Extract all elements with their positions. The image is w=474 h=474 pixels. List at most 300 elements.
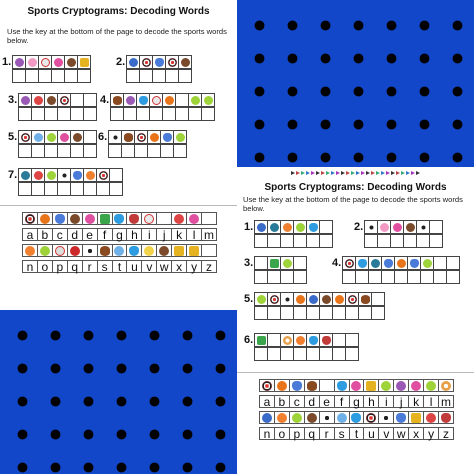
triangle-border <box>237 171 474 175</box>
triangle-mark <box>296 171 300 175</box>
trophy-icon <box>189 246 199 256</box>
key-letter <box>112 260 128 273</box>
pompom-icon <box>411 381 421 391</box>
answer-box[interactable] <box>31 144 45 158</box>
puzzle-clue-row <box>254 292 384 305</box>
target-icon <box>262 381 272 391</box>
answer-box[interactable] <box>126 69 140 83</box>
key-letter <box>334 395 350 408</box>
answer-box[interactable] <box>280 270 294 284</box>
answer-box[interactable] <box>342 270 356 284</box>
key-letter <box>378 427 394 440</box>
baseball-icon <box>144 214 154 224</box>
key-letter-row <box>259 395 453 407</box>
clue-cell <box>12 55 26 69</box>
racket-icon <box>163 133 172 142</box>
clue-cell <box>267 333 281 347</box>
puzzle-number: 1. <box>2 56 12 68</box>
shuttlecock-icon <box>337 413 347 423</box>
clue-cell <box>355 256 369 270</box>
flag-icon <box>270 259 279 268</box>
racket-icon <box>292 381 302 391</box>
answer-box[interactable] <box>44 182 58 196</box>
puzzle-answer-row <box>12 69 90 82</box>
clue-cell <box>165 55 179 69</box>
key-letter-label: u <box>368 426 375 441</box>
triangle-mark <box>371 171 375 175</box>
answer-box[interactable] <box>51 69 65 83</box>
basketball-icon <box>335 295 344 304</box>
answer-box[interactable] <box>136 107 150 121</box>
answer-box[interactable] <box>306 347 320 361</box>
answer-box[interactable] <box>134 144 148 158</box>
key-letter-label: x <box>413 426 420 441</box>
answer-box[interactable] <box>407 270 421 284</box>
answer-box[interactable] <box>70 107 84 121</box>
key-letter-label: k <box>413 394 420 409</box>
answer-box[interactable] <box>83 144 97 158</box>
key-letter-label: e <box>86 227 93 242</box>
skate-icon <box>114 214 124 224</box>
answer-box[interactable] <box>165 69 179 83</box>
triangle-mark <box>291 171 295 175</box>
answer-box[interactable] <box>293 306 307 320</box>
clue-cell <box>38 55 52 69</box>
answer-box[interactable] <box>254 347 268 361</box>
answer-box[interactable] <box>83 107 97 121</box>
answer-box[interactable] <box>358 306 372 320</box>
answer-box[interactable] <box>64 69 78 83</box>
dancer-icon <box>126 96 135 105</box>
triangle-mark <box>361 171 365 175</box>
skate-icon <box>358 259 367 268</box>
blank-icon <box>159 214 169 224</box>
key-letter <box>201 260 217 273</box>
answer-box[interactable] <box>420 270 434 284</box>
tennisball-icon <box>257 295 266 304</box>
answer-box[interactable] <box>306 306 320 320</box>
key-letter-label: g <box>353 394 360 409</box>
answer-box[interactable] <box>319 234 333 248</box>
target-icon <box>60 96 69 105</box>
triangle-mark <box>326 171 330 175</box>
soccer-icon <box>85 246 95 256</box>
key-letter-label: m <box>204 227 215 242</box>
key-letter <box>37 260 53 273</box>
answer-box[interactable] <box>149 107 163 121</box>
key-icon-cell <box>438 379 454 392</box>
key-letter <box>52 228 68 241</box>
puzzle-clue-row <box>364 220 442 233</box>
clue-cell <box>109 168 123 182</box>
key-letter-label: m <box>441 394 452 409</box>
key-letter <box>141 228 157 241</box>
answer-box[interactable] <box>57 144 71 158</box>
puzzle-clue-row <box>126 55 191 68</box>
puzzle-clue-row <box>254 256 306 269</box>
key-icon-cell <box>126 244 142 257</box>
clue-cell <box>83 93 97 107</box>
blank-icon <box>374 295 383 304</box>
pompom-icon <box>54 58 63 67</box>
key-letter <box>319 427 335 440</box>
key-letter <box>423 427 439 440</box>
answer-box[interactable] <box>31 107 45 121</box>
football-icon <box>113 96 122 105</box>
horse-rider-icon <box>181 58 190 67</box>
answer-box[interactable] <box>345 306 359 320</box>
blue-dot-pattern <box>0 310 237 474</box>
clue-cell <box>31 130 45 144</box>
soccer-icon <box>283 295 292 304</box>
clue-cell <box>254 333 268 347</box>
answer-box[interactable] <box>77 69 91 83</box>
puzzle-clue-row <box>18 130 96 143</box>
triangle-mark <box>341 171 345 175</box>
key-icon-row <box>259 379 453 391</box>
puzzle-number: 6. <box>98 131 108 143</box>
key-icon-cell <box>171 212 187 225</box>
answer-box[interactable] <box>12 69 26 83</box>
pink-ribbon-icon <box>380 223 389 232</box>
answer-box[interactable] <box>175 107 189 121</box>
answer-box[interactable] <box>332 347 346 361</box>
key-letter-label: n <box>263 426 271 441</box>
puzzle-answer-row <box>364 234 442 247</box>
answer-box[interactable] <box>173 144 187 158</box>
answer-box[interactable] <box>254 270 268 284</box>
key-icon-cell <box>408 379 424 392</box>
clue-cell <box>51 55 65 69</box>
football-icon <box>361 295 370 304</box>
pompom-icon <box>60 133 69 142</box>
answer-box[interactable] <box>109 182 123 196</box>
clue-cell <box>377 220 391 234</box>
clue-cell <box>358 292 372 306</box>
key-icon-cell <box>438 411 454 424</box>
target-icon <box>21 133 30 142</box>
key-icon-cell <box>304 379 320 392</box>
blank-icon <box>335 336 344 345</box>
clue-cell <box>416 220 430 234</box>
clue-cell <box>57 168 71 182</box>
blank-icon <box>322 223 331 232</box>
key-letter <box>363 427 379 440</box>
blank-icon <box>449 259 458 268</box>
key-letter <box>201 228 217 241</box>
key-icon-cell <box>201 244 217 257</box>
clue-cell <box>175 93 189 107</box>
blank-icon <box>436 259 445 268</box>
flag-icon <box>257 336 266 345</box>
key-letter-label: h <box>131 227 138 242</box>
key-icon-cell <box>363 411 379 424</box>
clue-cell <box>178 55 192 69</box>
key-icon-cell <box>37 244 53 257</box>
puzzle-answer-row <box>110 107 214 120</box>
key-letter <box>334 427 350 440</box>
target-icon <box>270 295 279 304</box>
clue-cell <box>123 93 137 107</box>
key-icon-row <box>22 212 216 224</box>
triangle-mark <box>411 171 415 175</box>
tennisball-icon <box>292 413 302 423</box>
answer-box[interactable] <box>267 347 281 361</box>
answer-box[interactable] <box>57 182 71 196</box>
golfball-icon <box>55 246 65 256</box>
puzzle-clue-row <box>254 220 332 233</box>
tennisball-icon <box>423 259 432 268</box>
horse-rider-icon <box>406 223 415 232</box>
key-letter <box>408 427 424 440</box>
key-letter-label: q <box>308 426 316 441</box>
football-icon <box>124 133 133 142</box>
clue-cell <box>390 220 404 234</box>
answer-box[interactable] <box>381 270 395 284</box>
answer-box[interactable] <box>293 270 307 284</box>
key-section-a <box>0 200 237 310</box>
tennisball-icon <box>426 381 436 391</box>
answer-box[interactable] <box>18 144 32 158</box>
clue-cell <box>332 292 346 306</box>
key-letter-label: a <box>26 227 34 242</box>
answer-box[interactable] <box>345 347 359 361</box>
skate-icon <box>129 246 139 256</box>
answer-box[interactable] <box>31 182 45 196</box>
answer-box[interactable] <box>96 182 110 196</box>
basketball-hoop-icon <box>25 246 35 256</box>
flag-icon <box>100 214 110 224</box>
blank-icon <box>270 336 279 345</box>
hoop-icon <box>112 171 121 180</box>
clue-cell <box>254 256 268 270</box>
answer-box[interactable] <box>377 234 391 248</box>
puzzle-clue-row <box>12 55 90 68</box>
answer-box[interactable] <box>110 107 124 121</box>
clue-cell <box>254 220 268 234</box>
answer-box[interactable] <box>433 270 447 284</box>
triangle-mark <box>366 171 370 175</box>
answer-box[interactable] <box>267 306 281 320</box>
answer-box[interactable] <box>70 182 84 196</box>
answer-box[interactable] <box>70 144 84 158</box>
key-letter-label: p <box>293 426 301 441</box>
clue-cell <box>280 256 294 270</box>
answer-box[interactable] <box>57 107 71 121</box>
key-icon-cell <box>423 411 439 424</box>
answer-box[interactable] <box>254 306 268 320</box>
puzzle-number: 7. <box>8 169 18 181</box>
clue-cell <box>306 333 320 347</box>
target-icon <box>25 214 35 224</box>
answer-box[interactable] <box>280 306 294 320</box>
puzzle-answer-row <box>18 107 96 120</box>
answer-box[interactable] <box>25 69 39 83</box>
answer-box[interactable] <box>293 234 307 248</box>
answer-box[interactable] <box>18 107 32 121</box>
triangle-mark <box>311 171 315 175</box>
divider <box>237 372 474 373</box>
trophy-icon <box>174 246 184 256</box>
key-icon-cell <box>22 212 38 225</box>
clue-cell <box>44 168 58 182</box>
answer-box[interactable] <box>201 107 215 121</box>
clue-cell <box>64 55 78 69</box>
answer-box[interactable] <box>44 107 58 121</box>
puzzle-number: 2. <box>116 56 126 68</box>
answer-box[interactable] <box>254 234 268 248</box>
clue-cell <box>18 168 32 182</box>
key-letter-label: h <box>368 394 375 409</box>
key-letter-label: f <box>102 227 107 242</box>
answer-box[interactable] <box>429 234 443 248</box>
clue-cell <box>121 130 135 144</box>
pompom-icon <box>189 214 199 224</box>
key-letter <box>22 260 38 273</box>
answer-box[interactable] <box>319 347 333 361</box>
clue-cell <box>306 292 320 306</box>
puzzle-number: 6. <box>244 334 254 346</box>
answer-box[interactable] <box>280 347 294 361</box>
clue-cell <box>319 220 333 234</box>
key-icon-cell <box>82 212 98 225</box>
skate-icon <box>309 223 318 232</box>
key-icon-cell <box>259 411 275 424</box>
answer-box[interactable] <box>306 234 320 248</box>
key-letter <box>82 260 98 273</box>
key-icon-cell <box>408 411 424 424</box>
answer-box[interactable] <box>390 234 404 248</box>
key-icon-cell <box>274 411 290 424</box>
answer-box[interactable] <box>446 270 460 284</box>
puzzle-number: 3. <box>244 257 254 269</box>
answer-box[interactable] <box>162 107 176 121</box>
answer-box[interactable] <box>121 144 135 158</box>
triangle-mark <box>336 171 340 175</box>
answer-box[interactable] <box>394 270 408 284</box>
key-icon-cell <box>126 212 142 225</box>
answer-box[interactable] <box>108 144 122 158</box>
answer-box[interactable] <box>332 306 346 320</box>
key-letter-label: e <box>323 394 330 409</box>
key-letter <box>186 228 202 241</box>
answer-box[interactable] <box>267 270 281 284</box>
key-letter <box>304 427 320 440</box>
clue-cell <box>96 168 110 182</box>
key-letter <box>274 395 290 408</box>
triangle-mark <box>406 171 410 175</box>
answer-box[interactable] <box>178 69 192 83</box>
key-letter-label: w <box>159 259 169 274</box>
clue-cell <box>110 93 124 107</box>
answer-box[interactable] <box>147 144 161 158</box>
clue-cell <box>267 220 281 234</box>
answer-box[interactable] <box>371 306 385 320</box>
key-letter <box>52 260 68 273</box>
puzzle-answer-row <box>254 306 384 319</box>
clue-cell <box>280 292 294 306</box>
answer-box[interactable] <box>280 234 294 248</box>
answer-box[interactable] <box>139 69 153 83</box>
key-icon-row <box>259 411 453 423</box>
clue-cell <box>70 93 84 107</box>
answer-box[interactable] <box>319 306 333 320</box>
horse-rider-icon <box>67 58 76 67</box>
answer-box[interactable] <box>44 144 58 158</box>
clue-cell <box>83 168 97 182</box>
tennisball-icon <box>40 246 50 256</box>
key-letter <box>97 228 113 241</box>
answer-box[interactable] <box>364 234 378 248</box>
answer-box[interactable] <box>188 107 202 121</box>
clue-cell <box>368 256 382 270</box>
key-icon-cell <box>393 379 409 392</box>
key-letter-label: b <box>278 394 286 409</box>
answer-box[interactable] <box>152 69 166 83</box>
key-letter-row <box>22 228 216 240</box>
answer-box[interactable] <box>83 182 97 196</box>
key-icon-cell <box>259 379 275 392</box>
clue-cell <box>306 220 320 234</box>
answer-box[interactable] <box>38 69 52 83</box>
basketball-icon <box>150 133 159 142</box>
answer-box[interactable] <box>160 144 174 158</box>
key-icon-cell <box>67 244 83 257</box>
key-icon-cell <box>141 244 157 257</box>
puzzle-answer-row <box>126 69 191 82</box>
basketball-icon <box>296 295 305 304</box>
puzzle-answer-row <box>254 270 306 283</box>
key-icon-cell <box>289 379 305 392</box>
answer-box[interactable] <box>267 234 281 248</box>
triangle-mark <box>396 171 400 175</box>
key-letter <box>126 260 142 273</box>
soccer-icon <box>111 133 120 142</box>
key-letter <box>259 427 275 440</box>
target-icon <box>99 171 108 180</box>
key-letter-label: s <box>338 426 345 441</box>
clue-cell <box>407 256 421 270</box>
answer-box[interactable] <box>123 107 137 121</box>
pink-ribbon-icon <box>28 58 37 67</box>
skier-icon <box>129 58 138 67</box>
triangle-mark <box>391 171 395 175</box>
clue-cell <box>293 333 307 347</box>
racket-icon <box>396 413 406 423</box>
answer-box[interactable] <box>355 270 369 284</box>
clue-cell <box>394 256 408 270</box>
key-icon-cell <box>141 212 157 225</box>
key-letter-row <box>259 427 453 439</box>
key-letter <box>126 228 142 241</box>
shoe-icon <box>322 336 331 345</box>
key-letter <box>304 395 320 408</box>
blank-icon <box>204 214 214 224</box>
horse-rider-icon <box>307 413 317 423</box>
key-letter <box>259 395 275 408</box>
answer-box[interactable] <box>403 234 417 248</box>
answer-box[interactable] <box>293 347 307 361</box>
clue-cell <box>44 93 58 107</box>
key-letter-label: u <box>131 259 138 274</box>
blank-icon <box>432 223 441 232</box>
horse-rider-icon <box>159 246 169 256</box>
answer-box[interactable] <box>368 270 382 284</box>
answer-box[interactable] <box>18 182 32 196</box>
puzzle-answer-row <box>342 270 459 283</box>
answer-box[interactable] <box>416 234 430 248</box>
triangle-mark <box>351 171 355 175</box>
